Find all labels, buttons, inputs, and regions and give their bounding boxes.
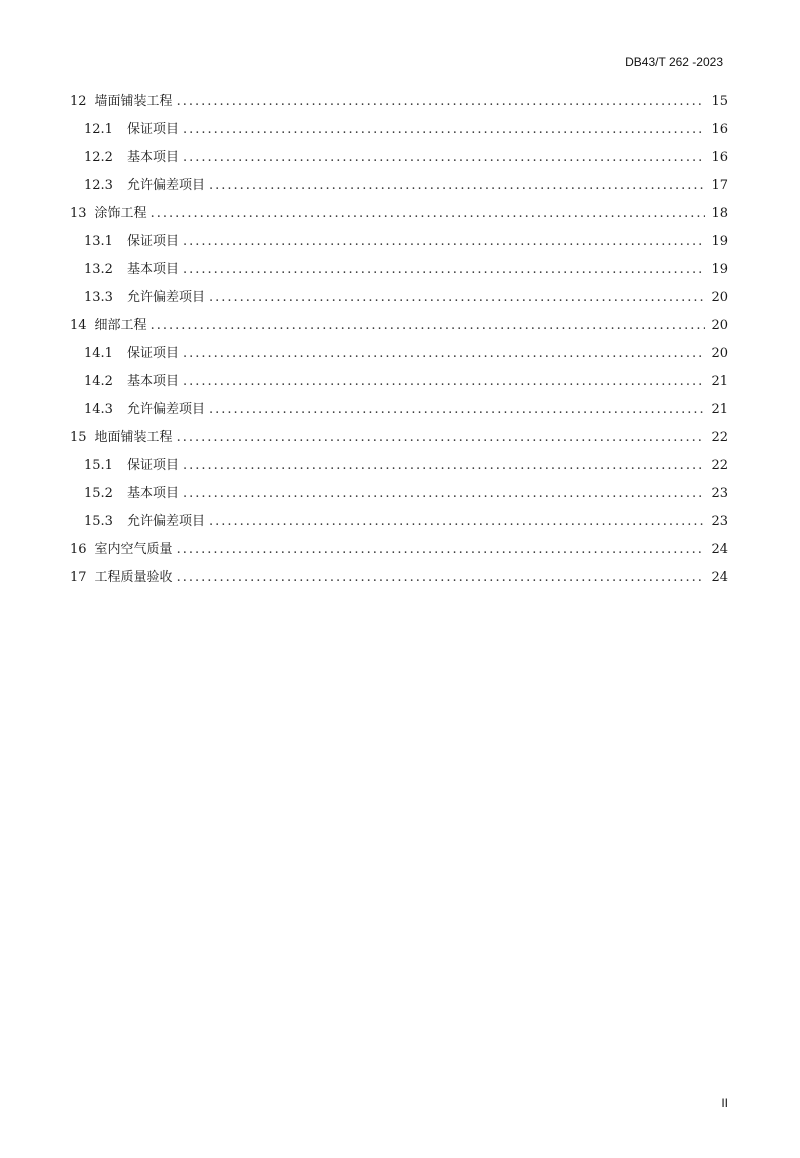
dot-leader: [177, 88, 706, 116]
toc-entry-number: 12: [70, 94, 87, 109]
toc-entry-page: 23: [711, 486, 728, 501]
toc-entry-page: 16: [711, 150, 728, 165]
dot-leader: [183, 228, 705, 256]
table-of-contents: [70, 88, 728, 592]
toc-entry[interactable]: [70, 172, 728, 200]
toc-entry-title: 墙面铺装工程: [94, 94, 173, 109]
document-code: DB43/T 262 -2023: [625, 55, 723, 69]
toc-entry-page: 21: [711, 402, 728, 417]
toc-entry-number: 13.1: [84, 234, 113, 249]
toc-entry-number: 17: [70, 570, 87, 585]
toc-entry-page: 15: [711, 94, 728, 109]
toc-entry-page: 16: [711, 122, 728, 137]
toc-entry-title: 基本项目: [126, 486, 179, 501]
toc-entry-title: 涂饰工程: [94, 206, 147, 221]
toc-entry-number: 12.3: [84, 178, 113, 193]
dot-leader: [183, 144, 705, 172]
toc-entry-number: 12.1: [84, 122, 113, 137]
toc-entry-page: 20: [711, 290, 728, 305]
toc-entry[interactable]: [70, 88, 728, 116]
dot-leader: [209, 508, 705, 536]
toc-entry-title: 保证项目: [126, 122, 179, 137]
dot-leader: [177, 424, 706, 452]
toc-entry[interactable]: [70, 396, 728, 424]
toc-entry[interactable]: [70, 452, 728, 480]
toc-entry-number: 15.1: [84, 458, 113, 473]
dot-leader: [183, 116, 705, 144]
toc-entry-number: 13.3: [84, 290, 113, 305]
dot-leader: [151, 200, 706, 228]
toc-entry[interactable]: [70, 508, 728, 536]
toc-entry[interactable]: [70, 228, 728, 256]
page-number: II: [721, 1096, 728, 1110]
dot-leader: [183, 452, 705, 480]
toc-entry-number: 14.2: [84, 374, 113, 389]
toc-entry-title: 保证项目: [126, 458, 179, 473]
dot-leader: [151, 312, 706, 340]
toc-entry-title: 允许偏差项目: [126, 178, 205, 193]
toc-entry-page: 18: [711, 206, 728, 221]
toc-entry-title: 允许偏差项目: [126, 402, 205, 417]
toc-entry-title: 允许偏差项目: [126, 514, 205, 529]
toc-entry-title: 基本项目: [126, 150, 179, 165]
toc-entry-page: 22: [711, 430, 728, 445]
toc-entry[interactable]: [70, 424, 728, 452]
toc-entry[interactable]: [70, 340, 728, 368]
toc-entry-title: 基本项目: [126, 262, 179, 277]
dot-leader: [209, 172, 705, 200]
toc-entry[interactable]: [70, 368, 728, 396]
toc-entry-page: 21: [711, 374, 728, 389]
toc-entry-number: 15.3: [84, 514, 113, 529]
toc-entry-page: 20: [711, 318, 728, 333]
toc-entry-title: 室内空气质量: [94, 542, 173, 557]
toc-entry-page: 17: [711, 178, 728, 193]
toc-entry-page: 19: [711, 262, 728, 277]
dot-leader: [209, 284, 705, 312]
toc-entry-title: 细部工程: [94, 318, 147, 333]
toc-entry[interactable]: [70, 116, 728, 144]
toc-entry-page: 24: [711, 570, 728, 585]
toc-entry-title: 地面铺装工程: [94, 430, 173, 445]
toc-entry-title: 工程质量验收: [94, 570, 173, 585]
toc-entry[interactable]: [70, 284, 728, 312]
toc-entry-number: 14: [70, 318, 87, 333]
toc-entry-title: 保证项目: [126, 234, 179, 249]
toc-entry-number: 14.3: [84, 402, 113, 417]
dot-leader: [183, 340, 705, 368]
toc-entry[interactable]: [70, 564, 728, 592]
toc-entry[interactable]: [70, 312, 728, 340]
toc-entry-title: 保证项目: [126, 346, 179, 361]
toc-entry[interactable]: [70, 256, 728, 284]
toc-entry-number: 12.2: [84, 150, 113, 165]
toc-entry-title: 基本项目: [126, 374, 179, 389]
toc-entry[interactable]: [70, 536, 728, 564]
toc-entry-number: 13.2: [84, 262, 113, 277]
dot-leader: [209, 396, 705, 424]
toc-entry-page: 19: [711, 234, 728, 249]
toc-entry-page: 23: [711, 514, 728, 529]
dot-leader: [183, 368, 705, 396]
dot-leader: [177, 564, 706, 592]
toc-entry-page: 22: [711, 458, 728, 473]
toc-entry-number: 14.1: [84, 346, 113, 361]
toc-entry-number: 16: [70, 542, 87, 557]
toc-entry-page: 20: [711, 346, 728, 361]
dot-leader: [183, 480, 705, 508]
dot-leader: [177, 536, 706, 564]
toc-entry[interactable]: [70, 480, 728, 508]
toc-entry-page: 24: [711, 542, 728, 557]
dot-leader: [183, 256, 705, 284]
toc-entry-number: 15.2: [84, 486, 113, 501]
toc-entry[interactable]: [70, 144, 728, 172]
toc-entry-title: 允许偏差项目: [126, 290, 205, 305]
toc-entry-number: 13: [70, 206, 87, 221]
toc-entry-number: 15: [70, 430, 87, 445]
toc-entry[interactable]: [70, 200, 728, 228]
